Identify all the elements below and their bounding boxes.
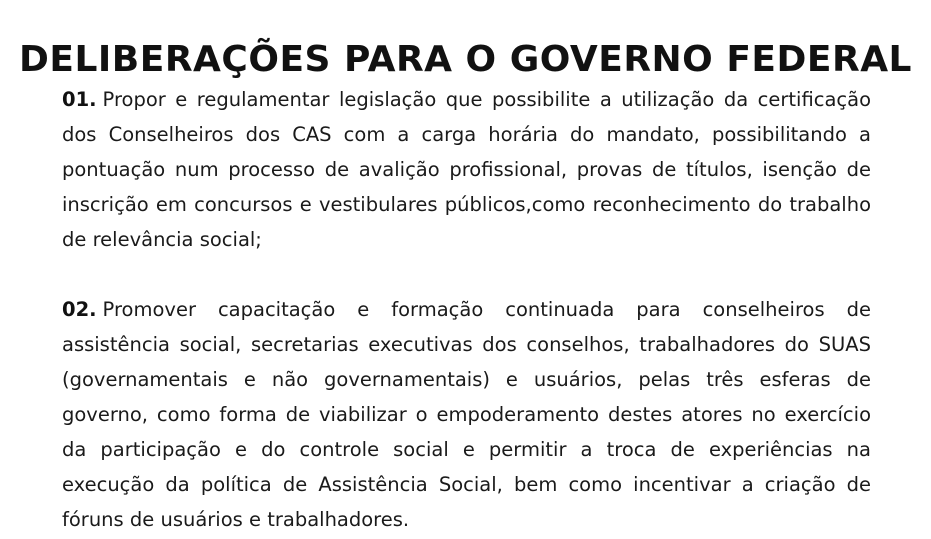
- deliberation-number: 01.: [62, 88, 97, 111]
- page-title: DELIBERAÇÕES PARA O GOVERNO FEDERAL: [19, 39, 912, 81]
- deliberation-item-01: [62, 82, 871, 257]
- deliberation-text: Promover capacitação e formação continuada para conselheiros de assistência social, secretarias executivas dos conselhos, trabalhadores do SUAS (governamentais e não governamentais) e usuários, pelas três esferas de governo, como forma de viabilizar o empoderamento destes atores no exercício da participação e do controle social e permitir a troca de experiências na execução da política de Assistência Social, bem como incentivar a criação de fóruns de usuários e trabalhadores.: [62, 298, 871, 531]
- deliberation-item-02: [62, 292, 871, 537]
- deliberation-list: [62, 82, 871, 537]
- deliberation-text: Propor e regulamentar legislação que possibilite a utilização da certificação dos Conselheiros dos CAS com a carga horária do mandato, possibilitando a pontuação num processo de avalição profissional, provas de títulos, isenção de inscrição em concursos e vestibulares públicos,como reconhecimento do trabalho de relevância social;: [62, 88, 871, 251]
- deliberation-number: 02.: [62, 298, 97, 321]
